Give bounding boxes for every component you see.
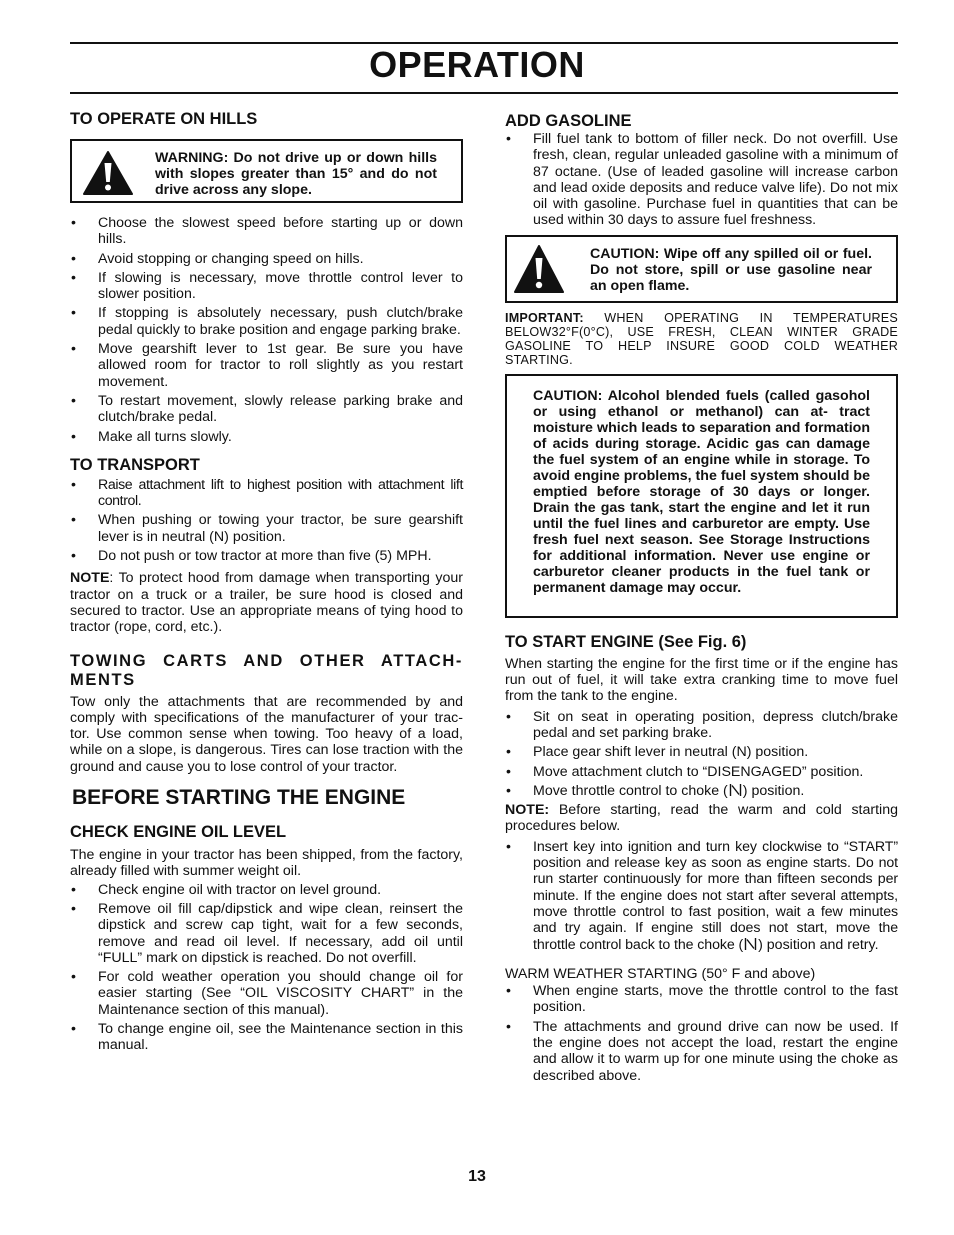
hills-warning-box	[70, 139, 463, 203]
list-item: • If stopping is absolutely necessary, push clutch/brake pedal quickly to brake position and engage parking brake.	[70, 305, 463, 338]
start-list	[505, 709, 898, 799]
towing-heading: TOWING CARTS AND OTHER ATTACH- MENTS	[70, 651, 463, 689]
note-label: NOTE:	[505, 802, 550, 819]
choke-icon	[729, 783, 742, 797]
list-item: • Raise attachment lift to highest position with attachment lift control.	[70, 477, 463, 510]
note-text: Before starting, read the warm and cold starting procedures below.	[505, 802, 898, 835]
list-item: • When pushing or towing your tractor, be sure gearshift lever is in neutral (N) position.	[70, 512, 463, 545]
right-column	[505, 108, 898, 1087]
hills-list	[70, 215, 463, 445]
important-note	[505, 311, 898, 367]
title-rule	[70, 92, 898, 94]
list-item	[505, 839, 898, 953]
choke-text-after: ) position.	[742, 782, 805, 799]
list-item: • To change engine oil, see the Maintenance section in this manual.	[70, 1021, 463, 1054]
list-item: • Choose the slowest speed before starting up or down hills.	[70, 215, 463, 248]
page-number: 13	[468, 1168, 486, 1185]
key-text-before: Insert key into ignition and turn key clockwise to “START” position and release key as soon as engine starts. Do not run starter continuously for more than fifteen seconds per minute. If the engine does not start after several attempts, move throttle control to fast position, wait a few minutes and try again. If engine still does not start, move the throttle control back to the choke (	[533, 838, 898, 953]
alcohol-caution-text: CAUTION: Alcohol blended fuels (called gasohol or using ethanol or methanol) can at- tract moisture which leads to separation and formation of acids during storage. Acidic gas can damage the fuel system of an engine while in storage. To avoid engine problems, the fuel system should be emptied before storage of 30 days or longer. Drain the gas tank, start the engine and let it run until the fuel lines and carburetor are empty. Use fresh fuel next season. See Storage Instructions for additional information. Never use engine or carburetor cleaner products in the fuel tank or permanent damage may occur.	[533, 387, 870, 596]
transport-note	[70, 570, 463, 635]
choke-text-before: Move throttle control to choke (	[533, 782, 728, 799]
list-item: • Fill fuel tank to bottom of filler neck. Do not overfill. Use fresh, clean, regular unleaded gasoline with a minimum of 87 octane. (Use of leaded gasoline will increase carbon and lead oxide deposits and reduce valve life). Do not mix oil with gasoline. Purchase fuel in quantities that can be used within 30 days to assure fuel freshness.	[505, 131, 898, 229]
key-text-after: ) position and retry.	[758, 936, 879, 953]
start-note	[505, 802, 898, 835]
list-item: • Place gear shift lever in neutral (N) position.	[505, 744, 898, 760]
list-item: • Move attachment clutch to “DISENGAGED” position.	[505, 764, 898, 780]
key-list	[505, 839, 898, 953]
list-item: • For cold weather operation you should change oil for easier starting (See “OIL VISCOSITY CHART” in the Maintenance section of this manual).	[70, 969, 463, 1018]
warning-triangle-icon	[82, 150, 134, 196]
transport-heading: TO TRANSPORT	[70, 455, 200, 474]
list-item: • Sit on seat in operating position, depress clutch/brake pedal and set parking brake.	[505, 709, 898, 742]
oil-heading: CHECK ENGINE OIL LEVEL	[70, 823, 287, 842]
list-item: • Do not push or tow tractor at more than five (5) MPH.	[70, 548, 463, 564]
alcohol-caution-box	[505, 374, 898, 618]
list-item: • If slowing is necessary, move throttle control lever to slower position.	[70, 270, 463, 303]
list-item: • Check engine oil with tractor on level ground.	[70, 882, 463, 898]
gas-list	[505, 131, 898, 229]
gas-caution-box	[505, 235, 898, 303]
important-label: IMPORTANT:	[505, 310, 584, 325]
hills-heading: TO OPERATE ON HILLS	[70, 110, 258, 128]
gas-heading: ADD GASOLINE	[505, 112, 632, 130]
start-text: When starting the engine for the first time or if the engine has run out of fuel, it will take extra cranking time to move fuel from the tank to the engine.	[505, 655, 898, 705]
list-item: • Avoid stopping or changing speed on hills.	[70, 251, 463, 267]
warm-weather-label: WARM WEATHER STARTING (50° F and above)	[505, 965, 816, 982]
list-item: • To restart movement, slowly release parking brake and clutch/brake pedal.	[70, 393, 463, 426]
important-text: WHEN OPERATING IN TEMPERATURES BELOW32°F(0°C), USE FRESH, CLEAN WINTER GRADE GASOLINE TO HELP INSURE GOOD COLD WEATHER STARTING.	[505, 310, 898, 367]
list-item: • Remove oil fill cap/dipstick and wipe clean, reinsert the dipstick and screw cap tight, wait for a few seconds, remove and read oil level. If necessary, add oil until “FULL” mark on dipstick is reached. Do not overfill.	[70, 901, 463, 966]
list-item: • Move gearshift lever to 1st gear. Be sure you have allowed room for tractor to roll slightly as you restart movement.	[70, 341, 463, 390]
note-label: NOTE	[70, 570, 110, 587]
towing-text: Tow only the attachments that are recommended by and comply with specifications of the manufacturer of your trac- tor. Use common sense when towing. Too heavy of a load, while on a slope, is dangerous. Tires can lose traction with the ground and cause you to lose control of your tractor.	[70, 693, 463, 775]
oil-list	[70, 882, 463, 1054]
choke-icon	[744, 937, 757, 951]
list-item: • The attachments and ground drive can now be used. If the engine does not accept the load, restart the engine and allow it to warm up for one minute using the choke as described above.	[505, 1019, 898, 1084]
warning-triangle-icon	[513, 244, 565, 294]
before-starting-heading: BEFORE STARTING THE ENGINE	[72, 786, 406, 810]
warm-list	[505, 983, 898, 1084]
list-item: • Make all turns slowly.	[70, 429, 463, 445]
list-item	[505, 783, 898, 799]
note-text: : To protect hood from damage when transporting your tractor on a truck or a trailer, be sure hood is closed and secured to tractor. Use an appropriate means of tying hood to tractor (rope, cord, etc.).	[70, 570, 463, 636]
transport-list	[70, 477, 463, 564]
list-item: • When engine starts, move the throttle control to the fast position.	[505, 983, 898, 1016]
gas-caution-text: CAUTION: Wipe off any spilled oil or fuel. Do not store, spill or use gasoline near an open flame.	[590, 245, 872, 294]
page-title: OPERATION	[369, 44, 585, 85]
hills-warning-text: WARNING: Do not drive up or down hills with slopes greater than 15° and do not drive across any slope.	[155, 150, 437, 198]
left-column	[70, 108, 463, 1057]
start-engine-heading: TO START ENGINE (See Fig. 6)	[505, 632, 747, 651]
oil-text: The engine in your tractor has been shipped, from the factory, already filled with summer weight oil.	[70, 847, 463, 880]
